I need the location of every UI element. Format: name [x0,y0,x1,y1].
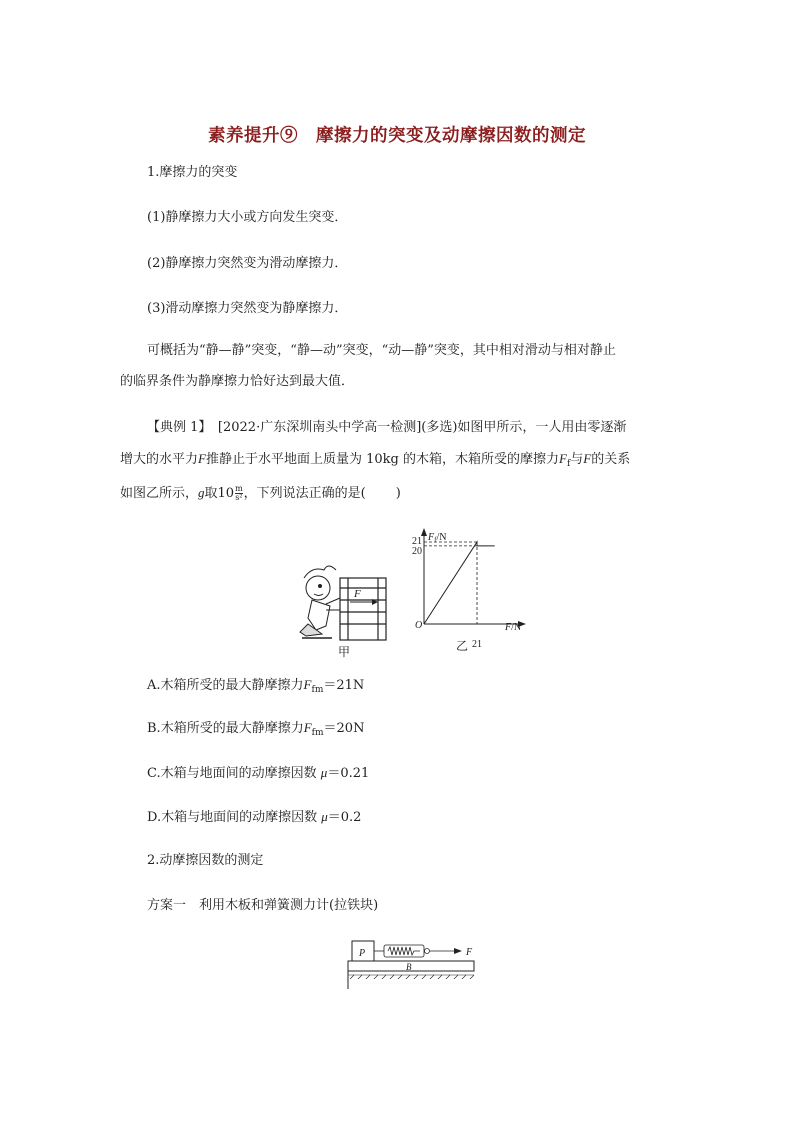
person-illustration [300,566,340,638]
chart-x-tick-21: 21 [472,639,482,650]
section1-heading: 1.摩擦力的突变 [147,165,238,180]
section1-item-2: (2)静摩擦力突然变为滑动摩擦力． [147,256,348,271]
title-part1: 素养提升⑨ [208,126,298,146]
caption-jia: 甲 [338,645,351,659]
chart-y-tick-21: 21 [412,536,422,547]
chart-y-arrow [421,528,427,536]
summary-line-2: 的临界条件为静摩擦力恰好达到最大值． [120,374,355,389]
figure-spring-scale [340,935,480,993]
chart-y-tick-20: 20 [412,545,422,557]
pull-force-label: F [466,947,473,958]
section1-item-3: (3)滑动摩擦力突然变为静摩擦力． [147,301,348,316]
board-b-label: B [406,962,412,972]
section2-heading: 2.动摩擦因数的测定 [147,853,264,868]
example-line-2: 增大的水平力F推静止于水平地面上质量为 10kg 的木箱，木箱所受的摩擦力$F_f$与F的关系 [120,451,631,469]
option-c: C.木箱与地面间的动摩擦因数 μ＝0.21 [147,765,370,781]
crate-illustration [340,578,386,640]
unit-fraction: $\frac{m}{\text{s²}}$ [235,484,243,502]
section1-item-1: (1)静摩擦力大小或方向发生突变． [147,210,348,225]
figure-jia [292,540,392,660]
chart-origin-label: O [415,620,423,631]
spring-scale [374,945,456,957]
summary-line-1: 可概括为“静—静”突变，“静—动”突变，“动—静”突变，其中相对滑动与相对静止 [147,343,616,358]
example-tag: 【典例 1】 [147,420,205,435]
chart-series-line [424,542,495,624]
chart-y-label: $F_f/N$ [428,532,447,544]
option-a: A.木箱所受的最大静摩擦力$F_{fm}=21N$ [147,677,365,695]
friction-chart [402,522,542,657]
title-part2: 摩擦力的突变及动摩擦因数的测定 [316,126,586,146]
option-b: B.木箱所受的最大静摩擦力$F_{fm}=20N$ [147,720,365,738]
option-d: D.木箱与地面间的动摩擦因数 μ＝0.2 [147,809,362,825]
chart-x-label: F/N [505,622,522,633]
plan1-text: 方案一 利用木板和弹簧测力计(拉铁块) [147,898,379,913]
ground-hatching [348,975,474,979]
example-source: [2022·广东深圳南头中学高一检测](多选)如图甲所示，一人用由零逐渐 [217,420,627,435]
page-title [0,122,794,147]
pull-force-arrow [454,948,462,954]
example-line-1 [147,420,626,436]
caption-yi: 乙 [456,639,469,653]
push-force-label: F [354,588,361,600]
block-p-label: P [359,948,366,959]
example-line-3: 如图乙所示，g取10 $\frac{m}{\text{s²}}$ ，下列说法正确的是( ) [120,484,401,502]
